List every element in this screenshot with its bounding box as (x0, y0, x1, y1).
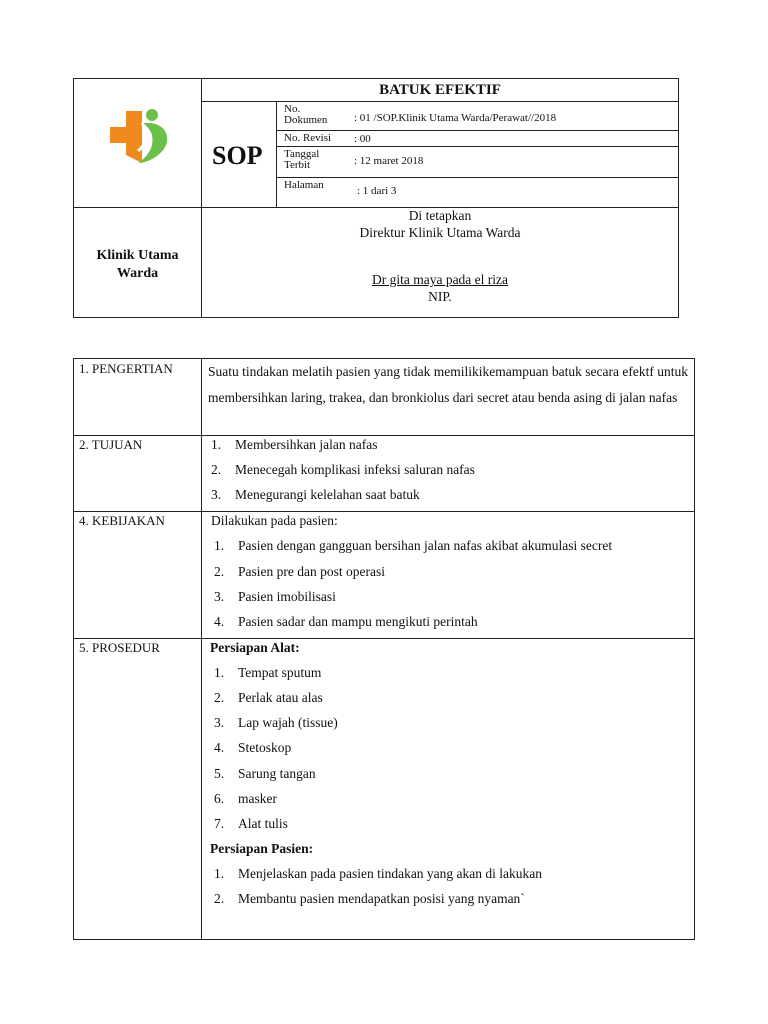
header-table (73, 78, 679, 318)
meta-value-tanggal: : 12 maret 2018 (354, 155, 424, 167)
kebijakan-intro: Dilakukan pada pasien: (211, 513, 338, 528)
direktur-text: Direktur Klinik Utama Warda (359, 225, 521, 240)
sop-content-table (73, 358, 695, 940)
list-item: 6. masker (214, 791, 277, 806)
persiapan-alat-heading: Persiapan Alat: (210, 640, 300, 655)
klinik-name (74, 247, 201, 283)
list-item: 2. Pasien pre dan post operasi (214, 564, 385, 579)
list-item: 4. Pasien sadar dan mampu mengikuti perintah (214, 614, 478, 629)
meta-value-revisi: : 00 (354, 133, 371, 145)
list-item: 1. Tempat sputum (214, 665, 322, 680)
sop-label: SOP (212, 141, 263, 170)
meta-label-dokumen: No. Dokumen (284, 103, 328, 126)
ditetapkan-text: Di tetapkan (408, 208, 472, 223)
signer-name: Dr gita maya pada el riza (371, 272, 509, 287)
klinik-name-line2: Warda (116, 266, 159, 281)
list-item: 1. Pasien dengan gangguan bersihan jalan nafas akibat akumulasi secret (214, 538, 613, 553)
list-item: 7. Alat tulis (214, 816, 288, 831)
pengertian-text: Suatu tindakan melatih pasien yang tidak memilikikemampuan batuk secara efektf untuk membersihkan laring, trakea, dan bronkiolus dari secret atau benda asing di jalan nafas (208, 364, 688, 405)
clinic-logo-icon (108, 105, 172, 169)
list-item: 3. Menegurangi kelelahan saat batuk (211, 487, 420, 502)
section-label-kebijakan: 4. KEBIJAKAN (79, 513, 165, 528)
list-item: 3. Pasien imobilisasi (214, 589, 336, 604)
list-item: 2. Membantu pasien mendapatkan posisi yang nyaman` (214, 891, 525, 906)
list-item: 2. Menecegah komplikasi infeksi saluran nafas (211, 462, 475, 477)
nip-text: NIP. (428, 289, 452, 304)
meta-label-revisi: No. Revisi (284, 132, 332, 144)
persiapan-pasien-heading: Persiapan Pasien: (210, 841, 314, 856)
list-item: 1. Menjelaskan pada pasien tindakan yang akan di lakukan (214, 866, 543, 881)
klinik-name-line1: Klinik Utama (96, 248, 179, 263)
list-item: 5. Sarung tangan (214, 766, 316, 781)
meta-label-tanggal: Tanggal Terbit (284, 148, 320, 171)
section-label-prosedur: 5. PROSEDUR (79, 640, 160, 655)
list-item: 3. Lap wajah (tissue) (214, 715, 338, 730)
document-title: BATUK EFEKTIF (379, 82, 501, 98)
list-item: 4. Stetoskop (214, 740, 292, 755)
list-item: 2. Perlak atau alas (214, 690, 323, 705)
meta-value-halaman: : 1 dari 3 (357, 185, 397, 197)
meta-label-halaman: Halaman (284, 179, 324, 191)
meta-value-dokumen: : 01 /SOP.Klinik Utama Warda/Perawat//2018 (354, 112, 557, 124)
section-label-tujuan: 2. TUJUAN (79, 437, 143, 452)
section-label-pengertian: 1. PENGERTIAN (79, 361, 173, 376)
list-item: 1. Membersihkan jalan nafas (211, 437, 378, 452)
